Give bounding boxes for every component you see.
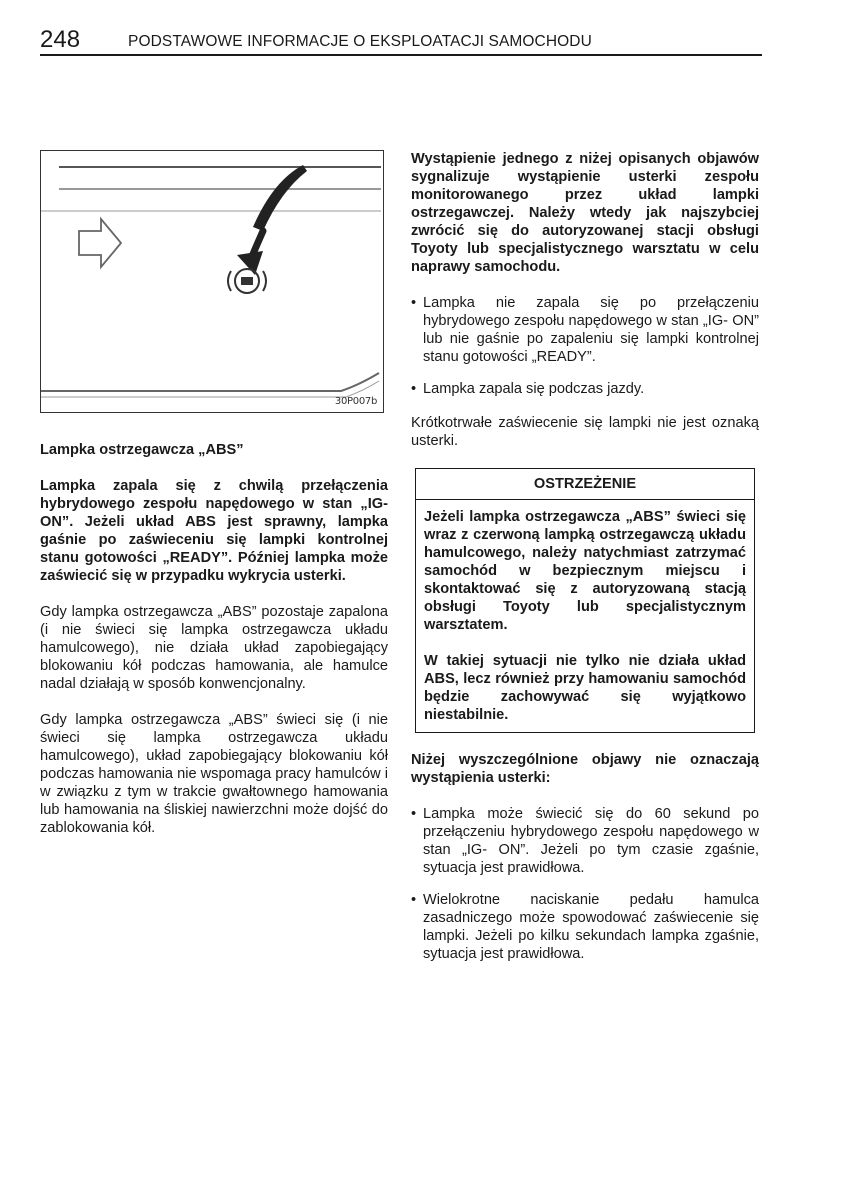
- right-column: [411, 150, 759, 977]
- dashboard-illustration: [40, 150, 384, 413]
- warning-paragraph-1: Jeżeli lampka ostrzegawcza „ABS” świeci się wraz z czerwoną lampką ostrzegawczą układu hamulcowego, należy natychmiast zatrzymać samochód w bezpiecznym miejscu i skontaktować się z autoryzowaną stacją obsługi Toyoty lub specjalistycznym warsztatem.: [424, 509, 746, 633]
- list-item: • Lampka zapala się podczas jazdy.: [411, 381, 645, 397]
- abs-heading: Lampka ostrzegawcza „ABS”: [40, 442, 244, 458]
- fault-symptoms-list: [411, 294, 759, 398]
- pointer-arrow-icon: [237, 165, 307, 275]
- illustration-drawing: [41, 151, 383, 412]
- left-column: [40, 150, 388, 837]
- short-flash-note: Krótkotrwałe zaświecenie się lampki nie jest oznaką usterki.: [411, 415, 759, 449]
- page-number: 248: [40, 26, 81, 53]
- arrow-right-icon: [79, 219, 121, 267]
- bullet-icon: •: [411, 892, 417, 908]
- bullet-icon: •: [411, 381, 417, 397]
- list-item: • Lampka może świecić się do 60 sekund po przełączeniu hybrydowego zespołu napędowego w stan „IG- ON”. Jeżeli po tym czasie zgaśnie, sytuacja jest prawidłowa.: [411, 806, 759, 876]
- no-fault-subheading: Niżej wyszczególnione objawy nie oznaczają wystąpienia usterki:: [411, 752, 759, 786]
- page-header: [40, 28, 762, 56]
- warning-paragraph-2: W takiej sytuacji nie tylko nie działa układ ABS, lecz również przy hamowaniu samochód będzie zachowywać się wyjątkowo niestabilnie.: [424, 653, 746, 723]
- list-item: • Wielokrotne naciskanie pedału hamulca zasadniczego może spowodować zaświecenie się lampki. Jeżeli po kilku sekundach lampka zgaśnie, sytuacja jest prawidłowa.: [411, 892, 759, 962]
- abs-paragraph-2: Gdy lampka ostrzegawcza „ABS” świeci się (i nie świeci się lampka ostrzegawcza układu hamulcowego), układ zapobiegający blokowaniu kół podczas hamowania nie wspomaga pracy hamulców i w związku z tym w trakcie gwałtownego hamowania lub hamowania na śliskiej nawierzchni może dojść do zablokowania kół.: [40, 712, 388, 836]
- header-title: PODSTAWOWE INFORMACJE O EKSPLOATACJI SAMOCHODU: [128, 33, 592, 50]
- bullet-icon: •: [411, 295, 417, 311]
- fault-intro: Wystąpienie jednego z niżej opisanych objawów sygnalizuje wystąpienie usterki zespołu monitorowanego przez układ lampki ostrzegawczej. Należy wtedy jak najszybciej zwrócić się do autoryzowanej stacji obsługi Toyoty lub specjalistycznego warsztatu w celu naprawy samochodu.: [411, 151, 759, 275]
- no-fault-list: [411, 805, 759, 963]
- abs-bold-paragraph: Lampka zapala się z chwilą przełączenia hybrydowego zespołu napędowego w stan „IG- ON”. Jeżeli układ ABS jest sprawny, lampka gaśnie po zaświeceniu się lampki kontrolnej stanu gotowości „READY”. Później lampka może zaświecić się w przypadku wykrycia usterki.: [40, 478, 388, 584]
- abs-paragraph-1: Gdy lampka ostrzegawcza „ABS” pozostaje zapalona (i nie świeci się lampka ostrzegawcza układu hamulcowego), nie działa układ zapobiegający blokowaniu kół podczas hamowania, ale hamulce nadal działają w sposób konwencjonalny.: [40, 604, 388, 692]
- bullet-icon: •: [411, 806, 417, 822]
- warning-box: [415, 468, 755, 733]
- figure-code: 30P007b: [334, 396, 377, 407]
- brake-warning-icon: [228, 269, 266, 293]
- warning-title: OSTRZEŻENIE: [416, 475, 754, 500]
- list-item: • Lampka nie zapala się po przełączeniu hybrydowego zespołu napędowego w stan „IG- ON” lub nie gaśnie po zapaleniu się lampki kontrolnej stanu gotowości „READY”.: [411, 295, 759, 365]
